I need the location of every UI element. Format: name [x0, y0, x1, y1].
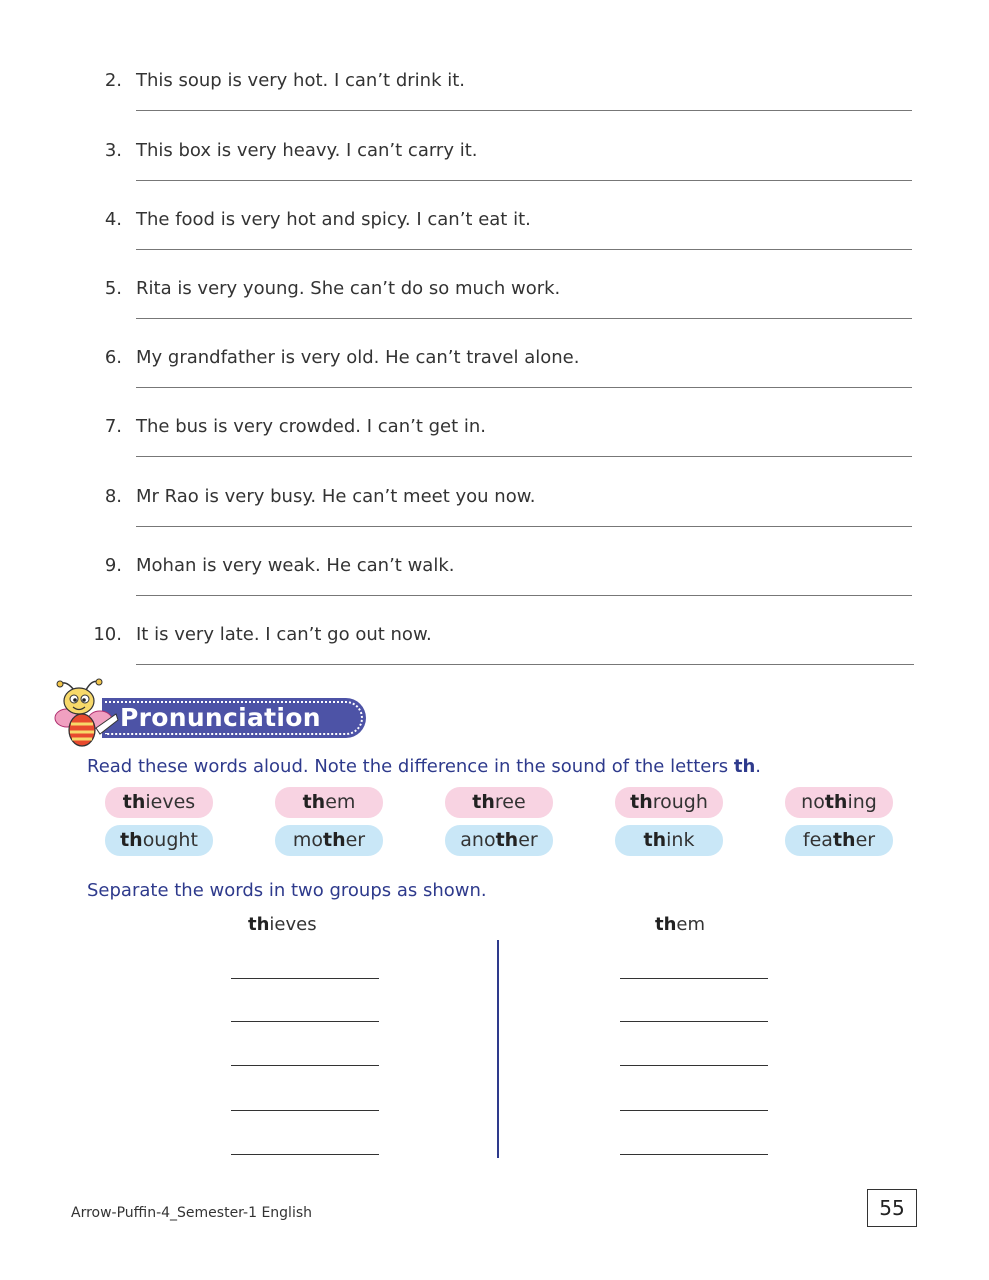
exercise-item	[0, 140, 989, 210]
item-number: 7.	[104, 416, 122, 437]
word-pill: three	[445, 787, 553, 818]
item-number: 5.	[104, 278, 122, 299]
exercise-item	[0, 347, 989, 417]
exercise-item	[0, 278, 989, 348]
group-heading-left: thieves	[248, 914, 317, 935]
word-pill: thought	[105, 825, 213, 856]
answer-line[interactable]	[136, 526, 912, 527]
answer-line[interactable]	[136, 664, 914, 665]
answer-blank[interactable]	[231, 1065, 379, 1066]
answer-blank[interactable]	[620, 1110, 768, 1111]
word-pill: feather	[785, 825, 893, 856]
item-sentence: My grandfather is very old. He can’t travel alone.	[136, 347, 580, 368]
answer-line[interactable]	[136, 595, 912, 596]
section-title: Pronunciation	[120, 703, 321, 732]
word-pill: through	[615, 787, 723, 818]
item-number: 4.	[104, 209, 122, 230]
bee-mascot-icon	[52, 676, 122, 756]
answer-line[interactable]	[136, 318, 912, 319]
item-number: 10.	[93, 624, 122, 645]
exercise-item	[0, 70, 989, 140]
group-heading-right: them	[655, 914, 706, 935]
item-number: 8.	[104, 486, 122, 507]
answer-blank[interactable]	[620, 1021, 768, 1022]
instruction-read-aloud: Read these words aloud. Note the difference in the sound of the letters th.	[87, 756, 762, 777]
exercise-item	[0, 486, 989, 556]
word-pill: think	[615, 825, 723, 856]
item-sentence: Mr Rao is very busy. He can’t meet you now.	[136, 486, 536, 507]
answer-blank[interactable]	[231, 1110, 379, 1111]
item-sentence: This box is very heavy. I can’t carry it.	[136, 140, 478, 161]
page-number: 55	[867, 1189, 917, 1227]
answer-blank[interactable]	[620, 978, 768, 979]
exercise-item	[0, 416, 989, 486]
answer-blank[interactable]	[620, 1154, 768, 1155]
item-number: 3.	[104, 140, 122, 161]
answer-line[interactable]	[136, 180, 912, 181]
answer-line[interactable]	[136, 249, 912, 250]
word-pill: thieves	[105, 787, 213, 818]
exercise-item	[0, 209, 989, 279]
item-sentence: The food is very hot and spicy. I can’t eat it.	[136, 209, 531, 230]
item-number: 2.	[104, 70, 122, 91]
word-pill: another	[445, 825, 553, 856]
answer-blank[interactable]	[620, 1065, 768, 1066]
answer-blank[interactable]	[231, 978, 379, 979]
item-sentence: It is very late. I can’t go out now.	[136, 624, 432, 645]
pronunciation-banner	[52, 676, 322, 756]
footer-book-title: Arrow-Puffin-4_Semester-1 English	[71, 1205, 313, 1221]
answer-line[interactable]	[136, 110, 912, 111]
word-pill: mother	[275, 825, 383, 856]
item-sentence: This soup is very hot. I can’t drink it.	[136, 70, 466, 91]
column-divider	[497, 940, 499, 1158]
word-pill: them	[275, 787, 383, 818]
answer-line[interactable]	[136, 387, 912, 388]
item-sentence: Mohan is very weak. He can’t walk.	[136, 555, 455, 576]
instruction-separate: Separate the words in two groups as shown.	[87, 880, 487, 901]
answer-blank[interactable]	[231, 1021, 379, 1022]
item-number: 6.	[104, 347, 122, 368]
word-pill: nothing	[785, 787, 893, 818]
item-number: 9.	[104, 555, 122, 576]
item-sentence: Rita is very young. She can’t do so much work.	[136, 278, 561, 299]
exercise-item	[0, 555, 989, 625]
item-sentence: The bus is very crowded. I can’t get in.	[136, 416, 487, 437]
answer-blank[interactable]	[231, 1154, 379, 1155]
highlight-letters: th	[733, 756, 756, 777]
answer-line[interactable]	[136, 456, 912, 457]
